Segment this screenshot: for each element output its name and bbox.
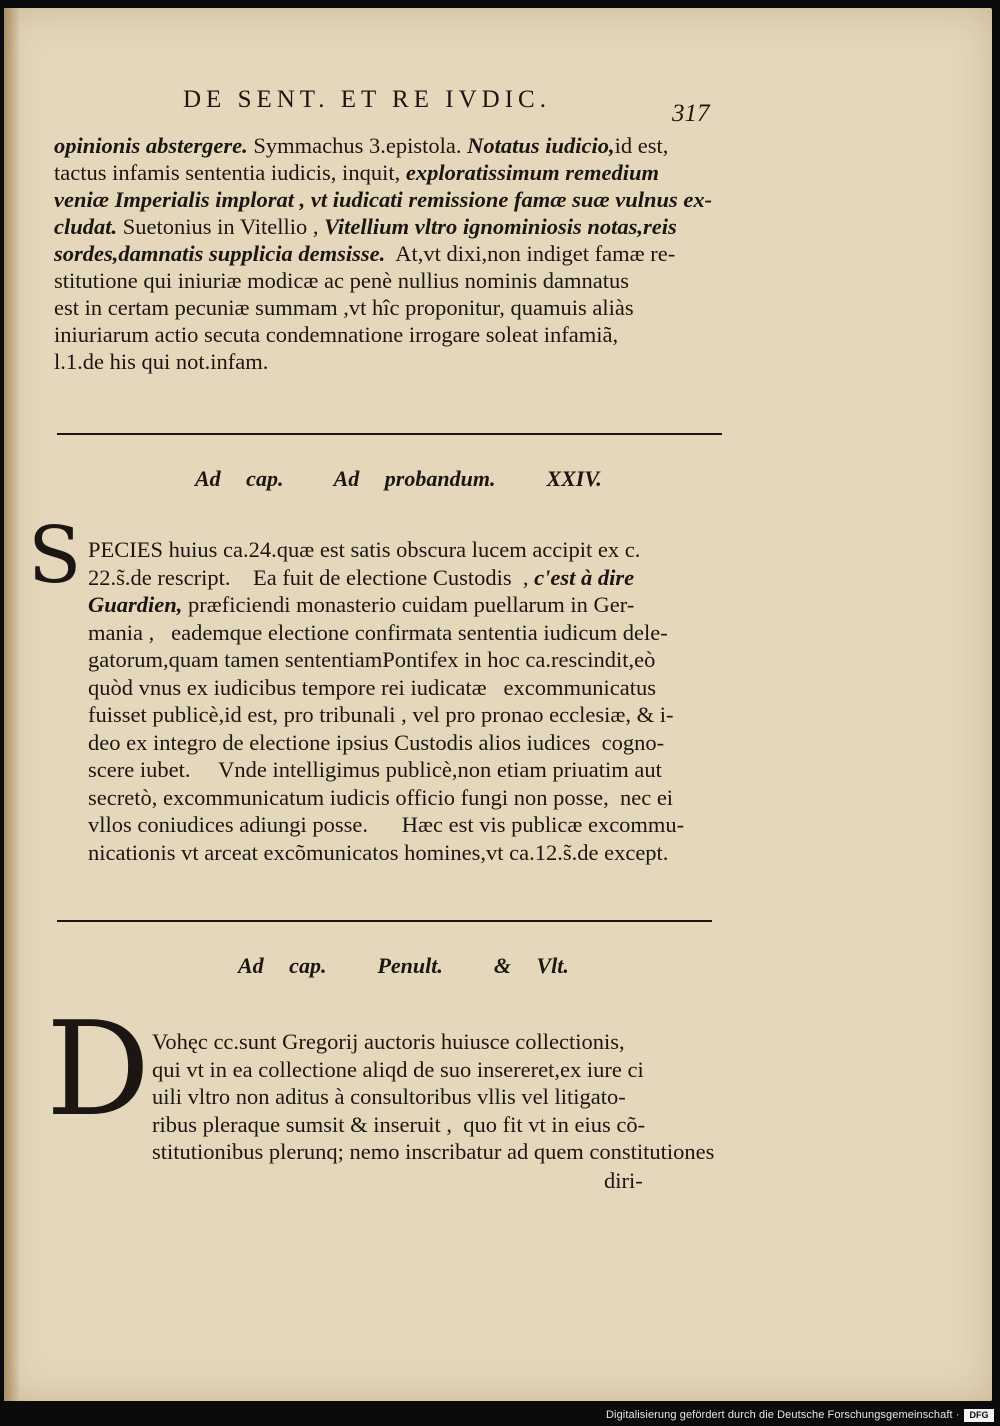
- text-run: secretò, excommunicatum iudicis officio fungi non posse, nec ei: [88, 784, 674, 810]
- text-run: At,vt dixi,non indiget famæ re-: [385, 241, 676, 266]
- italic-run: sordes,damnatis supplicia demsisse.: [54, 241, 386, 266]
- text-run: vllos coniudices adiungi posse. Hæc est vis publicæ excommu-: [88, 812, 685, 837]
- drop-initial-s: S: [28, 511, 82, 601]
- italic-run: cludat.: [54, 214, 118, 239]
- section-rule-1: [57, 433, 722, 435]
- text-run: præficiendi monasterio cuidam puellarum in Ger-: [182, 592, 635, 617]
- text-run: deo ex integro de electione ipsius Custodis alios iudices cogno-: [88, 729, 665, 755]
- text-line: [54, 213, 712, 240]
- digitization-credit: Digitalisierung gefördert durch die Deutsche Forschungsgemeinschaft ·: [606, 1409, 960, 1421]
- text-run: nicationis vt arceat excõmunicatos homines,vt ca.12.s̃.de except.: [88, 839, 669, 865]
- catchword: diri-: [604, 1168, 643, 1193]
- italic-run: exploratissimum remedium: [405, 160, 659, 185]
- text-line: [152, 1111, 714, 1139]
- text-line: [88, 591, 684, 619]
- text-run: qui vt in ea collectione aliqd de suo insereret,ex iure ci: [152, 1056, 644, 1082]
- text-line: [152, 1028, 714, 1056]
- drop-initial-d: D: [46, 993, 151, 1145]
- text-run: 22.s̃.de rescript. Ea fuit de electione Custodis ,: [88, 564, 535, 590]
- text-line: [54, 348, 712, 375]
- paragraph-2: [88, 536, 684, 866]
- text-line: [88, 839, 684, 867]
- text-run: quòd vnus ex iudicibus tempore rei iudicatæ excommunicatus: [88, 674, 657, 700]
- text-run: id est,: [614, 133, 669, 158]
- text-line: [88, 811, 684, 839]
- text-line: [54, 294, 712, 321]
- text-line: [88, 729, 684, 757]
- text-line: [54, 186, 712, 213]
- text-line: [88, 536, 684, 564]
- running-title: DE SENT. ET RE IVDIC.: [183, 86, 551, 113]
- paragraph-1: [54, 132, 712, 375]
- page-gutter-shadow: [4, 8, 20, 1401]
- text-run: stitutione qui iniuriæ modicæ ac penè nullius nominis damnatus: [54, 268, 629, 293]
- text-line: [152, 1083, 714, 1111]
- text-run: est in certam pecuniæ summam ,vt hîc proponitur, quamuis aliàs: [54, 295, 634, 320]
- section-heading-2: Ad cap. Penult. & Vlt.: [238, 953, 569, 978]
- text-line: [54, 321, 712, 348]
- text-line: [88, 646, 684, 674]
- text-run: tactus infamis sententia iudicis, inquit,: [54, 160, 406, 185]
- text-run: stitutionibus plerunq; nemo inscribatur ad quem constitutiones: [152, 1139, 715, 1164]
- text-run: Symmachus 3.epistola.: [247, 133, 468, 158]
- section-heading-1: Ad cap. Ad probandum. XXIV.: [195, 466, 602, 491]
- text-run: gatorum,quam tamen sententiamPontifex in hoc ca.rescindit,eò: [88, 647, 656, 672]
- text-run: l.1.de his qui not.infam.: [54, 349, 269, 374]
- italic-run: veniæ Imperialis implorat , vt iudicati remissione famæ suæ vulnus ex-: [54, 187, 713, 212]
- text-run: ribus pleraque sumsit & inseruit , quo fit vt in eius cõ-: [152, 1111, 646, 1137]
- text-line: [88, 784, 684, 812]
- dfg-logo: DFG: [964, 1409, 994, 1422]
- section-rule-2: [57, 920, 712, 922]
- text-line: [54, 132, 712, 159]
- italic-run: c'est à dire: [534, 564, 635, 590]
- text-run: mania , eademque electione confirmata sententia iudicum dele-: [88, 619, 668, 645]
- italic-run: opinionis abstergere.: [54, 133, 248, 158]
- text-line: [88, 674, 684, 702]
- page-number: 317: [672, 100, 710, 127]
- text-run: PECIES huius ca.24.quæ est satis obscura lucem accipit ex c.: [88, 537, 641, 562]
- text-line: [54, 159, 712, 186]
- text-line: [88, 619, 684, 647]
- text-run: uili vltro non aditus à consultoribus vllis vel litigato-: [152, 1084, 626, 1109]
- text-line: [88, 756, 684, 784]
- italic-run: Vitellium vltro ignominiosis notas,reis: [324, 214, 677, 239]
- text-run: Vohęc cc.sunt Gregorij auctoris huiusce collectionis,: [152, 1029, 625, 1054]
- text-line: [54, 240, 712, 267]
- text-run: fuisset publicè,id est, pro tribunali , vel pro pronao ecclesiæ, & i-: [88, 702, 674, 727]
- text-run: scere iubet. Vnde intelligimus publicè,non etiam priuatim aut: [88, 757, 662, 782]
- text-run: iniuriarum actio secuta condemnatione irrogare soleat infamiã,: [54, 322, 619, 347]
- italic-run: Notatus iudicio,: [467, 133, 615, 158]
- text-line: [152, 1056, 714, 1084]
- paragraph-3: [152, 1028, 714, 1166]
- text-line: [152, 1138, 714, 1166]
- italic-run: Guardien,: [88, 592, 183, 617]
- text-line: [88, 564, 684, 592]
- text-run: Suetonius in Vitellio ,: [117, 214, 325, 239]
- text-line: [54, 267, 712, 294]
- text-line: [88, 701, 684, 729]
